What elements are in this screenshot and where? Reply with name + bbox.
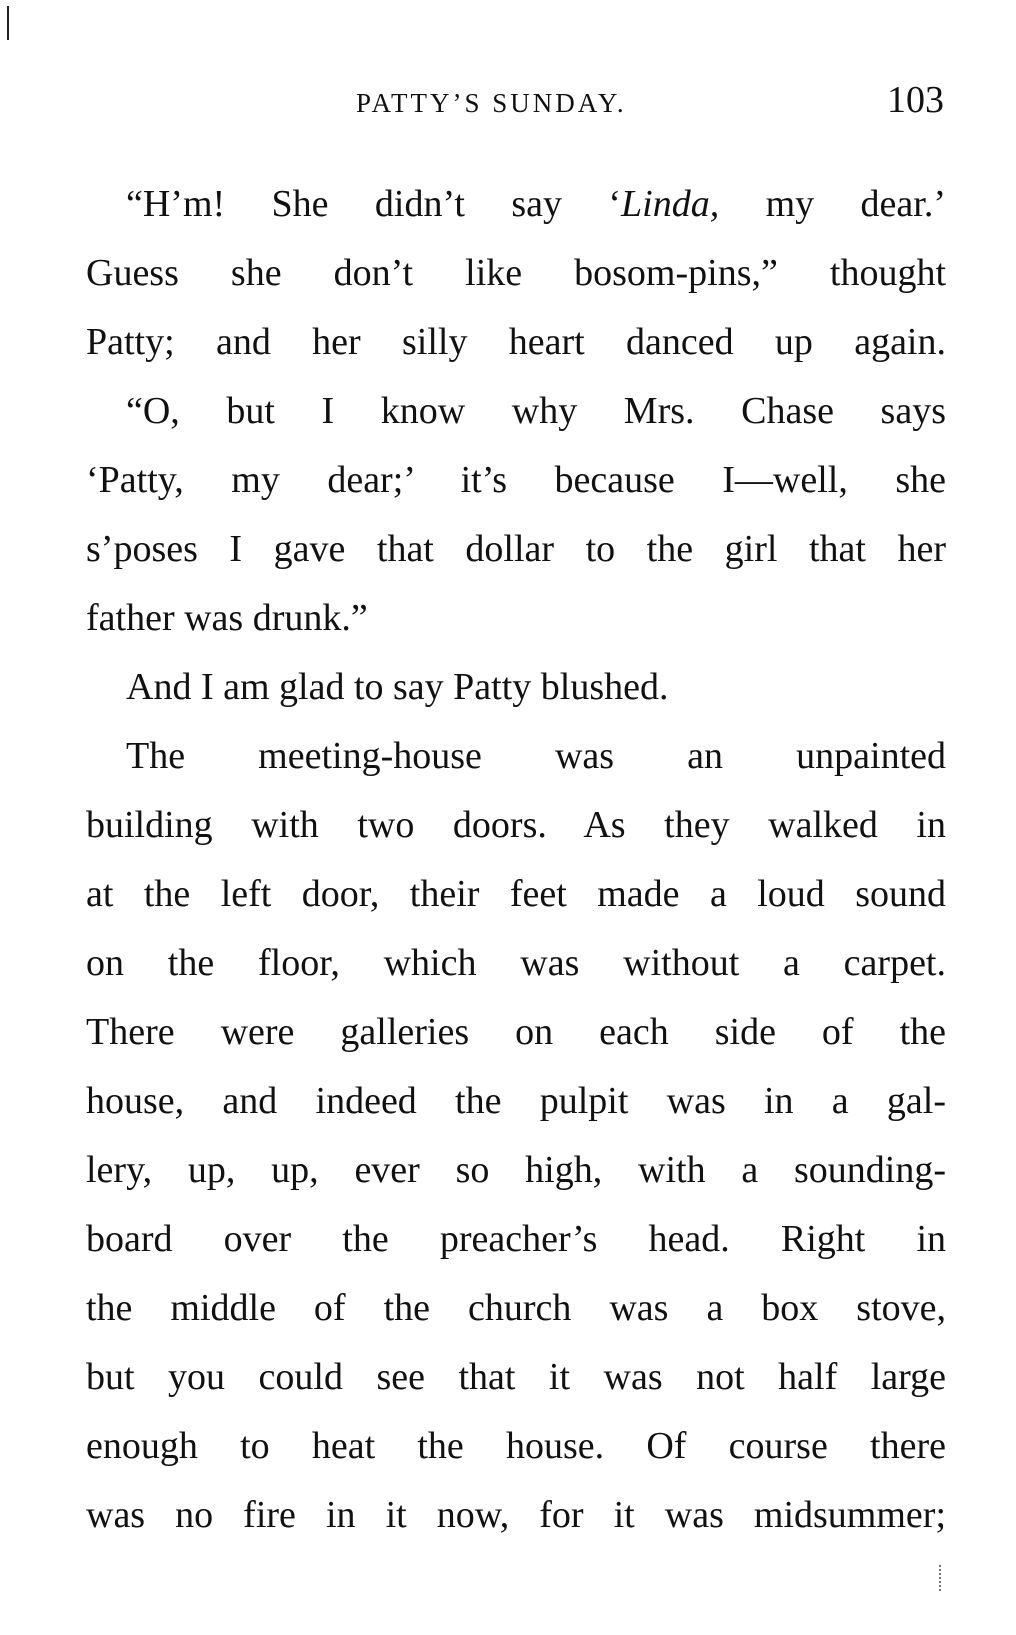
text-line-8: And I am glad to say Patty blushed. (126, 666, 669, 708)
running-head (86, 78, 946, 128)
scan-edge-mark (7, 6, 9, 40)
text-line-13: There were galleries on each side of the (86, 1011, 946, 1053)
text-line-9: The meeting-house was an unpainted (126, 735, 946, 777)
text-line-7: father was drunk.” (86, 597, 368, 639)
text-line-15: lery, up, up, ever so high, with a sounding- (86, 1149, 946, 1191)
text-line-14: house, and indeed the pulpit was in a gal- (86, 1080, 946, 1122)
text-line-18: but you could see that it was not half large (86, 1356, 946, 1398)
text-line-17: the middle of the church was a box stove, (86, 1287, 946, 1329)
scan-speck (939, 1565, 950, 1591)
body-text (86, 170, 946, 1550)
text-line-5: ‘Patty, my dear;’ it’s because I—well, she (86, 459, 946, 501)
text-line-3: Patty; and her silly heart danced up again. (86, 321, 946, 363)
italic-name: Linda, (621, 183, 720, 225)
text-line-12: on the floor, which was without a carpet. (86, 942, 946, 984)
text-line-11: at the left door, their feet made a loud sound (86, 873, 946, 915)
running-title: PATTY’S SUNDAY. (356, 88, 627, 118)
text-line-6: s’poses I gave that dollar to the girl that her (86, 528, 946, 570)
text-line-10: building with two doors. As they walked in (86, 804, 946, 846)
text-line-16: board over the preacher’s head. Right in (86, 1218, 946, 1260)
page-number: 103 (887, 79, 944, 121)
text-line-2: Guess she don’t like bosom-pins,” thought (86, 252, 946, 294)
text-line-20: was no fire in it now, for it was midsummer; (86, 1494, 946, 1536)
text-line-19: enough to heat the house. Of course there (86, 1425, 946, 1467)
text-line-4: “O, but I know why Mrs. Chase says (126, 390, 946, 432)
text-line-1: “H’m! She didn’t say ‘Linda, my dear.’ (126, 183, 946, 225)
